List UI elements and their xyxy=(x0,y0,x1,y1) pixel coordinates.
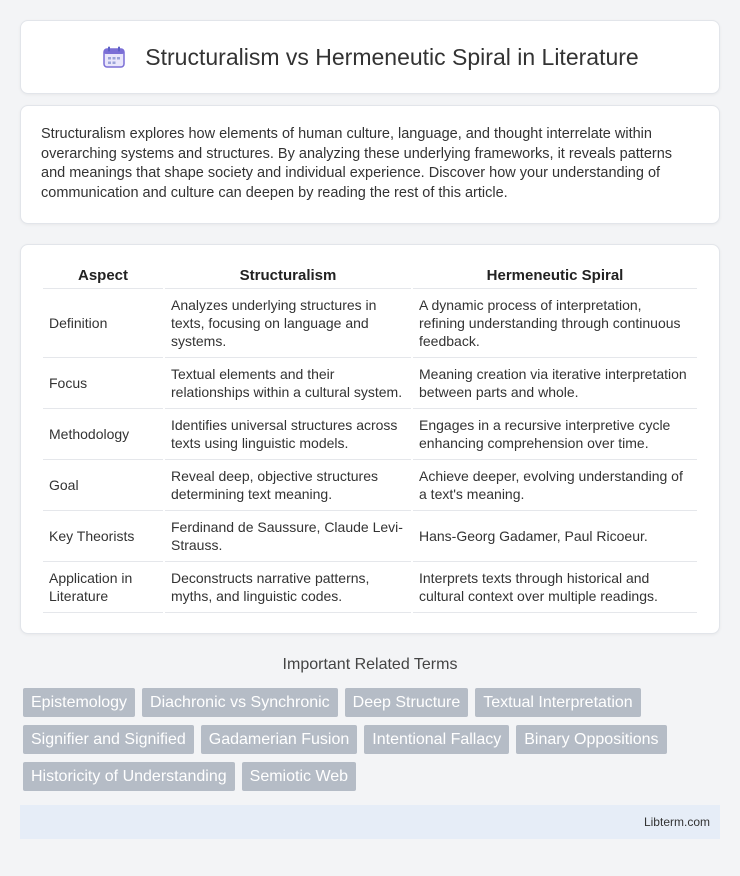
row-structuralism: Ferdinand de Saussure, Claude Levi-Strauss. xyxy=(165,511,411,562)
intro-text: Structuralism explores how elements of human culture, language, and thought interrelate within overarching systems and structures. By analyzing these underlying frameworks, it reveals patterns and meanings that shape society and individual experience. Discover how your understanding of communication and culture can deepen by reading the rest of this article. xyxy=(41,126,673,201)
row-hermeneutic: Interprets texts through historical and cultural context over multiple readings. xyxy=(413,562,697,613)
calendar-icon xyxy=(101,44,127,70)
row-hermeneutic: A dynamic process of interpretation, refining understanding through continuous feedback. xyxy=(413,289,697,358)
row-hermeneutic: Meaning creation via iterative interpretation between parts and whole. xyxy=(413,358,697,409)
related-terms-title: Important Related Terms xyxy=(282,656,458,673)
row-structuralism: Identifies universal structures across texts using linguistic models. xyxy=(165,409,411,460)
row-aspect: Focus xyxy=(43,358,163,409)
table-row xyxy=(43,460,697,511)
header-hermeneutic-spiral: Hermeneutic Spiral xyxy=(413,263,697,289)
comparison-card xyxy=(20,244,720,634)
row-hermeneutic: Hans-Georg Gadamer, Paul Ricoeur. xyxy=(413,511,697,562)
table-row xyxy=(43,409,697,460)
related-term-tag[interactable]: Signifier and Signified xyxy=(23,725,194,754)
page-header xyxy=(20,20,720,94)
table-header-row xyxy=(43,263,697,289)
related-term-tag[interactable]: Historicity of Understanding xyxy=(23,762,235,791)
row-structuralism: Reveal deep, objective structures determining text meaning. xyxy=(165,460,411,511)
table-row xyxy=(43,358,697,409)
table-row xyxy=(43,511,697,562)
related-term-tag[interactable]: Intentional Fallacy xyxy=(364,725,509,754)
row-aspect: Key Theorists xyxy=(43,511,163,562)
related-term-tag[interactable]: Epistemology xyxy=(23,688,135,717)
table-row xyxy=(43,562,697,613)
page-footer xyxy=(20,805,720,839)
row-hermeneutic: Engages in a recursive interpretive cycle enhancing comprehension over time. xyxy=(413,409,697,460)
header-aspect: Aspect xyxy=(43,263,163,289)
row-aspect: Methodology xyxy=(43,409,163,460)
row-aspect: Definition xyxy=(43,289,163,358)
intro-section xyxy=(20,105,720,224)
related-term-tag[interactable]: Gadamerian Fusion xyxy=(201,725,358,754)
row-structuralism: Analyzes underlying structures in texts, focusing on language and systems. xyxy=(165,289,411,358)
comparison-table xyxy=(41,263,699,613)
header-structuralism: Structuralism xyxy=(165,263,411,289)
table-row xyxy=(43,289,697,358)
related-term-tag[interactable]: Diachronic vs Synchronic xyxy=(142,688,338,717)
row-aspect: Application in Literature xyxy=(43,562,163,613)
footer-brand-link[interactable]: Libterm.com xyxy=(643,815,710,829)
page-title: Structuralism vs Hermeneutic Spiral in Literature xyxy=(145,43,639,70)
related-terms-list xyxy=(20,688,720,791)
row-aspect: Goal xyxy=(43,460,163,511)
row-hermeneutic: Achieve deeper, evolving understanding of a text's meaning. xyxy=(413,460,697,511)
row-structuralism: Deconstructs narrative patterns, myths, and linguistic codes. xyxy=(165,562,411,613)
related-term-tag[interactable]: Textual Interpretation xyxy=(475,688,640,717)
related-term-tag[interactable]: Binary Oppositions xyxy=(516,725,666,754)
related-term-tag[interactable]: Semiotic Web xyxy=(242,762,356,791)
row-structuralism: Textual elements and their relationships within a cultural system. xyxy=(165,358,411,409)
related-term-tag[interactable]: Deep Structure xyxy=(345,688,469,717)
